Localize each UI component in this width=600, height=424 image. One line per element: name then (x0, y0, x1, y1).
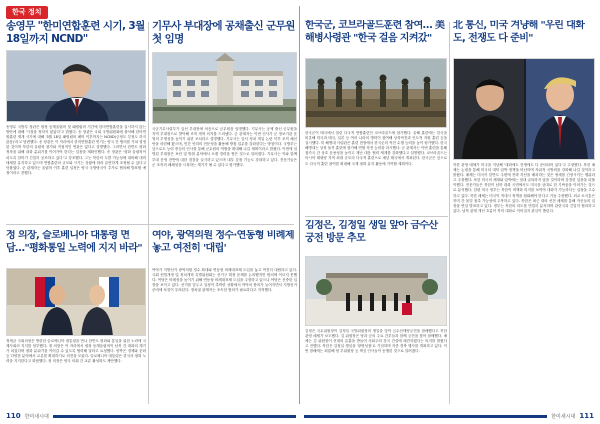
column-divider (449, 22, 450, 404)
photo-minister (6, 50, 146, 122)
article-north-korea-us (453, 20, 595, 60)
photo-meeting (6, 268, 146, 336)
photo-leaders (453, 58, 595, 160)
page-number: 110 (6, 412, 21, 420)
photo-training-scene (306, 59, 447, 128)
footer-left (6, 410, 296, 422)
article-body: 송영무 국방부 장관은 평창 동계올림픽 및 패럴림픽 기간에 한미연합훈련을 실시하지 않는 방안에 대해 '시점을 정하지 않았다'고 밝혔다. 송 장관은 국회 국방위원회에 출석해 한미연합훈련 재개 시기에 대해 '3월 18일 패럴림픽 폐막 이후까지는 NCND(긍정도 부정도 하지 않음)'라고 답변했다. 송 장관은 이 자리에서 한미연합훈련 연기는 양국 간 협의를 거쳐 결정된 것이며 북한의 올림픽 참가와 직접적인 연관은 없다고 설명했다. 그러면서 한반도 평화 정착을 위해 대화 분위기를 이어가야 한다는 입장을 재확인했다. 송 장관은 '평화 올림픽이 되도록 한미가 긴밀히 공조하고 있다'고 강조했다. 그는 북한의 도발 가능성에 대비해 대비태세를 유지하고 있으며 연합훈련의 규모와 시기는 상황에 따라 유연하게 조정될 수 있다고 덧붙였다. 군 관계자는 올림픽 이후 훈련 일정은 양국 국방당국이 추가로 협의해 발표할 예정이라고 전했다. (6, 125, 146, 175)
photo-training (305, 58, 447, 128)
article-election (152, 230, 297, 270)
photo-palace-scene (306, 257, 447, 326)
photo-meeting-scene (7, 269, 146, 336)
footer-right (304, 410, 594, 422)
column-divider (148, 22, 149, 404)
article-body: 북한 관영 매체가 미국을 겨냥해 '대화에도 전쟁에도 다 준비되어 있다'고 주장했다. 북한 매체는 논평을 통해 미국의 대북 압박 정책을 비난하며 자위적 국방력을 강화해 나갈 것이라고 밝혔다. 매체는 미국이 한반도 주변에 전략 자산을 배치하는 것은 정세를 긴장시키는 행위라고 주장했다. 또한 미국의 제재와 압박에는 절대 굴복하지 않을 것이라며 강경한 입장을 되풀이했다. 전문가들은 북한이 남북 대화 국면에서도 미국을 상대로 한 기싸움을 이어가는 것으로 분석했다. 한편 미국 정부는 북한이 비핵화 의지를 보여야 대화가 가능하다는 입장을 고수하고 있다. 북한 매체는 미국이 적대시 정책을 철회해야 한다고 거듭 주장했다. 외교 소식통은 북미 간 물밑 접촉 가능성에 주목하고 있다. 북한은 최근 대외 선전 매체를 통해 자신들의 입장을 연일 발표하고 있다. 정부는 북한의 의도를 면밀히 분석하며 관련국과 긴밀히 협의하고 있다. 남북 관계 개선 흐름이 북미 대화로 이어질지 관심이 쏠린다. (453, 163, 595, 213)
photo-building (152, 52, 297, 124)
headline: 송영무 "한미연합훈련 시기, 3월 18일까지 NCND" (6, 20, 145, 45)
magazine-name: 한미새시대 (24, 413, 49, 420)
article-body: 여야가 지방선거 광역의원 정수 확대와 연동형 비례대표제 도입을 놓고 여전히 대립하고 있다. 국회 헌법개정 및 정치개혁 특별위원회는 선거구 획정 문제를 논의했지만 합의에 이르지 못했다. 여당은 비례성을 높이기 위해 연동형 비례대표제 도입을 주장하고 있으나 야당은 신중한 입장을 보이고 있다. 선거를 앞두고 일정이 촉박한 상황에서 여야의 합의가 늦어지면서 지방선거 준비에 차질이 우려된다. 정치권 관계자는 조속한 합의가 필요하다고 지적했다. (152, 268, 297, 293)
row-divider (305, 216, 448, 217)
headline: 한국군, 코브라골드훈련 참여… 美 해병사령관 "한국 걸음 지켜갔" (305, 20, 445, 44)
photo-building-scene (153, 53, 297, 124)
footer-bar (304, 415, 547, 418)
photo-palace (305, 256, 447, 326)
photo-minister-figure (7, 51, 146, 122)
photo-leaders-portrait (454, 59, 595, 160)
page-gutter (299, 6, 300, 404)
headline: 김정은, 김정일 생일 앞아 금수산 궁전 방문 추모 (305, 220, 438, 244)
article-body: 국군기무사령부가 일선 부대장에 처음으로 군무원을 임명했다. 기무사는 공채 출신 군무원을 지역 부대장으로 발탁해 조직 개혁 의지를 드러냈다. 군 관계자는 이번 인사가 군 정보기관 운영의 투명성을 높이기 위한 조치라고 설명했다. 기무사는 앞서 정치 개입 논란 이후 조직 쇄신안을 마련해 왔으며, 민간 인력의 전문성을 활용해 방첩 업무를 강화한다는 방침이다. 국방부는 앞으로도 능력 중심의 인사를 통해 군무원의 역할을 확대해 나갈 계획이라고 밝혔다. 이번에 임명된 부대장은 보안 및 방첩 분야에서 오랜 경력을 쌓은 것으로 알려졌다. 기무사는 이와 함께 부대 운영 전반에 대한 점검을 실시하고 있으며 내부 감찰 기능도 강화하고 있다. 전문가들은 군 조직의 폐쇄성을 극복하는 계기가 될 수 있다고 평가했다. (152, 127, 297, 167)
headline: 여야, 광역의원 정수·연동형 비례제 놓고 여전히 '대립' (152, 230, 294, 254)
row-divider (6, 224, 294, 225)
article-speaker (6, 230, 146, 270)
headline: 기무사 부대장에 공채출신 군무원 첫 임명 (152, 20, 295, 45)
page-number: 111 (579, 412, 594, 420)
article-body: 정세균 국회의장은 방한한 슬로베니아 대통령을 만나 한반도 평화와 통일을 위한 노력에 국제사회의 지지를 당부했다. 정 의장은 이 자리에서 평창 동계올림픽이 남북 간 대화의 계기가 되었다며 평화 분위기를 이어갈 수 있도록 협력해 달라고 요청했다. 양측은 경제와 문화 등 다양한 분야에서 교류를 확대하기로 의견을 모았다. 슬로베니아 대통령은 한국의 평화 노력을 지지한다고 화답했다. 정 의장은 양국 의회 간 교류 활성화도 제안했다. (6, 339, 146, 364)
footer-bar (53, 415, 296, 418)
magazine-name: 한미새시대 (551, 413, 576, 420)
article-cobragold (305, 20, 447, 60)
article-body: 김정은 국무위원장이 김정일 국방위원장의 생일을 맞아 금수산태양궁전을 참배했다고 북한 관영 매체가 보도했다. 김 위원장은 당과 군의 주요 간부들과 함께 궁전을 찾아 참배했다. 매체는 김 위원장이 선대의 유훈을 받들어 사회주의 강국 건설에 매진하겠다는 의지를 밝혔다고 전했다. 북한은 김정일 생일을 '광명성절'로 기념하며 각종 경축 행사를 개최하고 있다. 이번 참배에는 최룡해 당 부위원장 등 핵심 인사들이 동행한 것으로 알려졌다. (305, 329, 447, 354)
article-body: 한국군이 태국에서 열린 다국적 연합훈련인 코브라골드에 참가했다. 올해 훈련에는 한국을 비롯해 미국과 태국, 일본 등 여러 나라의 병력이 참여해 상륙작전과 인도적 지원 훈련 등을 실시했다. 미 해병대 사령관은 훈련 현장에서 한국군의 작전 수행 능력을 높이 평가했다. 한국 해병대는 상륙 돌격 훈련에 참가해 연합 작전 능력을 과시했다. 군 관계자는 이번 훈련을 통해 참가국 간 상호 운용성을 높이고 재난 대응 협력 체계를 강화했다고 설명했다. 코브라골드는 아시아 태평양 지역 최대 규모의 다국적 훈련으로 매년 태국에서 개최된다. 한국군은 앞으로도 다국적 훈련 참여를 확대해 국제 평화 유지 활동에 기여할 계획이다. (305, 131, 447, 166)
headline: 北 통신, 미국 겨냥해 "우린 대화도, 전쟁도 다 준비" (453, 20, 585, 44)
section-tag: 한국 정치 (6, 6, 48, 19)
article-kim-jong-un (305, 220, 447, 260)
headline: 정 의장, 슬로베니아 대통령 면담…"평화통일 노력에 지지 바라" (6, 230, 142, 254)
